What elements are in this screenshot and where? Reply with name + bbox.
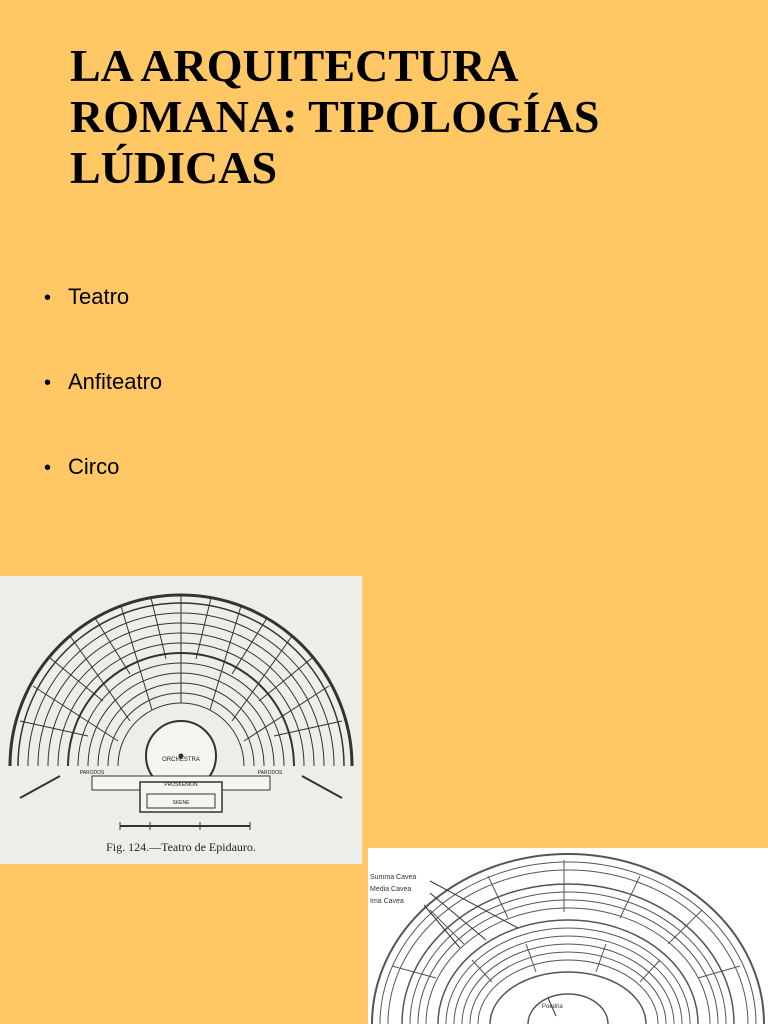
epidauro-plan-image	[0, 576, 362, 864]
cavea-diagram-drawing	[368, 848, 768, 1024]
slide-title-line-1: LA ARQUITECTURA	[70, 40, 519, 91]
bullet-label: Teatro	[68, 284, 130, 309]
bullet-label: Anfiteatro	[68, 369, 163, 394]
bullet-icon: •	[44, 287, 52, 309]
parodos-right-label: PARODOS	[257, 770, 283, 776]
slide-title-line-2: ROMANA: TIPOLOGÍAS	[70, 91, 600, 142]
bullet-label: Circo	[68, 454, 120, 479]
summa-cavea-label: Summa Cavea	[370, 874, 417, 881]
bullet-item-anfiteatro	[44, 365, 162, 399]
cavea-diagram-image	[368, 848, 768, 1024]
orchestra-label: ORCHESTRA	[162, 757, 200, 763]
skene-label: SKENE	[172, 800, 190, 806]
bullet-icon: •	[44, 457, 52, 479]
bullet-item-teatro	[44, 280, 162, 314]
proskenion-label: PROSKENION	[164, 782, 198, 788]
slide-title	[70, 40, 710, 193]
podium-label: Poedria	[542, 1004, 563, 1010]
epidauro-plan-drawing	[0, 576, 362, 864]
bullet-item-circo	[44, 450, 162, 484]
epidauro-caption: Fig. 124.—Teatro de Epidauro.	[106, 840, 256, 854]
bullet-list	[44, 280, 162, 535]
parodos-left-label: PARODOS	[79, 770, 105, 776]
bullet-icon: •	[44, 372, 52, 394]
slide-title-line-3: LÚDICAS	[70, 142, 278, 193]
ima-cavea-label: Ima Cavea	[370, 898, 404, 905]
media-cavea-label: Media Cavea	[370, 886, 412, 893]
